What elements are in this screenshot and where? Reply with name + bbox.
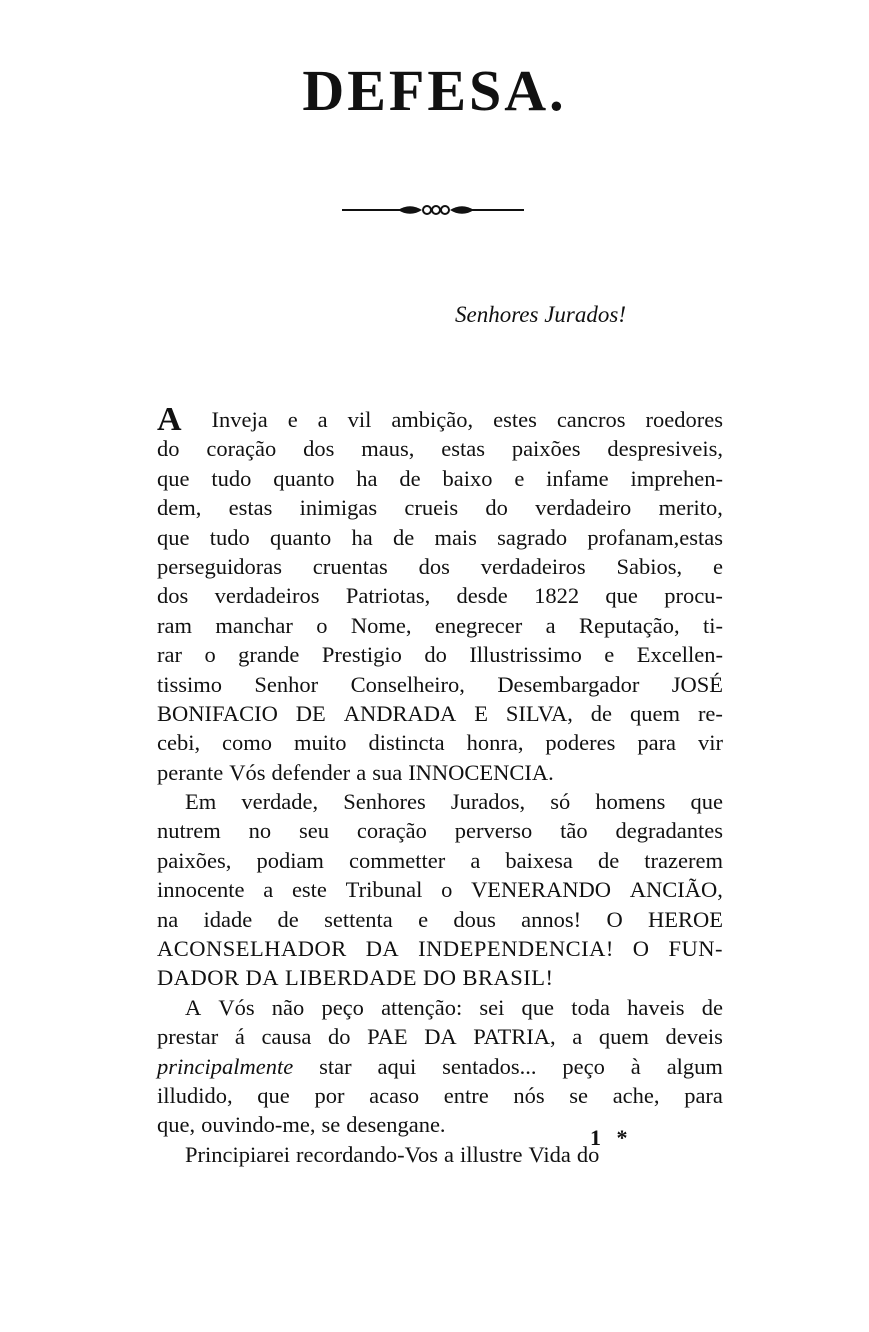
word: merito, [658,495,723,521]
word: a [545,612,556,638]
word: para [637,730,677,756]
word: de [590,700,613,726]
word: Principiarei [185,1141,290,1167]
word: despresiveis, [607,436,723,462]
word: paixões [511,436,581,462]
word: DADOR [157,965,240,991]
word: por [314,1082,345,1108]
text-line [157,1110,723,1139]
word: tudo [211,465,252,491]
word: profanam,estas [587,524,723,550]
word: Conselheiro, [350,671,465,697]
text-line [157,611,723,640]
word: cebi, [157,730,201,756]
word: quem [598,1024,649,1050]
word: verdade, [241,789,319,815]
word: prestar [157,1024,219,1050]
text-line [157,993,723,1022]
word: inimigas [299,495,378,521]
text-line [157,581,723,610]
word: do [424,642,447,668]
word: ha [351,524,373,550]
text-line [157,1052,723,1081]
word: estas [228,495,273,521]
text-line [157,758,723,787]
word: sua [372,759,403,785]
word: acaso [369,1082,420,1108]
word: aqui [377,1053,417,1079]
text-line [157,846,723,875]
word: e [287,407,298,432]
word: maus, [361,436,415,462]
text-line [157,552,723,581]
word: dos [418,553,450,579]
word: grande [238,642,300,668]
word: BRASIL! [462,965,554,991]
word: causa [261,1024,312,1050]
word: DA [424,1024,457,1050]
word: dous [453,906,496,932]
word: nutrem [157,818,221,844]
word: ANCIÃO, [629,877,723,903]
word: Em [185,789,217,815]
word: de [399,465,421,491]
word: desengane. [346,1112,446,1138]
word: que [690,789,723,815]
salutation: Senhores Jurados! [455,302,626,327]
word: roedores [645,407,723,432]
word: Senhores [343,789,426,815]
word: haveis [627,994,685,1020]
text-line [157,728,723,757]
word: de [277,906,299,932]
word: a [317,407,328,432]
word: quem [629,700,680,726]
word: poderes [545,730,616,756]
word: estas [441,436,485,462]
text-line [157,934,723,963]
word: que [605,583,638,609]
text-line [157,670,723,699]
drop-cap: A [157,401,182,438]
word: idade [203,906,253,932]
word: ambição, [391,407,474,432]
word: no [248,818,272,844]
word: recordando-Vos [295,1141,439,1167]
word: attenção: [381,994,463,1020]
word: toda [571,994,610,1020]
word: Vós [218,994,255,1020]
word: illustre [460,1141,523,1167]
word: O [606,906,623,932]
word: e [514,465,525,491]
word: nós [513,1082,545,1108]
word: tão [560,818,588,844]
word: Vós [229,759,266,785]
word: DA [365,936,400,962]
word: que [257,1082,290,1108]
text-line [157,1081,723,1110]
word: vil [347,407,372,432]
word: sei [479,994,505,1020]
text-line [157,1140,723,1169]
word: DE [295,700,326,726]
body-text [157,401,723,1169]
word: peço [562,1053,605,1079]
word: Vida [528,1141,571,1167]
word: estes [493,407,537,432]
word: Nome, [350,612,412,638]
word: coração [206,436,277,462]
word: vir [697,730,723,756]
word: o [204,642,216,668]
word: illudido, [157,1082,233,1108]
word: star [319,1053,352,1079]
word: baixo [442,465,493,491]
word: innocente [157,877,245,903]
word: a [444,1141,455,1167]
text-line [157,493,723,522]
word: este [291,877,327,903]
word: deveis [665,1024,723,1050]
word: settenta [324,906,393,932]
word: verdadeiros [214,583,320,609]
word: tudo [209,524,250,550]
word: Reputação, [579,612,680,638]
text-line [157,434,723,463]
text-line [157,963,723,992]
word: HEROE [647,906,723,932]
word: dos [157,583,189,609]
word: e [418,906,429,932]
word: a [470,847,481,873]
word: à [630,1053,641,1079]
word: de [392,524,415,550]
word: Illustrissimo [469,642,582,668]
word: FUN- [668,936,723,962]
word: ANDRADA [343,700,457,726]
word: ram [157,612,192,638]
ornament-rule [338,198,528,222]
word: que [521,994,555,1020]
word: trazerem [644,847,723,873]
word: do [485,495,508,521]
text-line [157,523,723,552]
word: mais [434,524,477,550]
word: dem, [157,495,202,521]
text-line [157,401,723,438]
text-line [157,640,723,669]
word: dos [303,436,335,462]
word: Inveja [211,407,268,432]
word: a [572,1024,583,1050]
word: tissimo [157,671,223,697]
word: o [316,612,328,638]
word: ache, [612,1082,660,1108]
word: infame [546,465,609,491]
word: de [701,994,723,1020]
word: honra, [466,730,524,756]
text-line [157,905,723,934]
word: DO [423,965,457,991]
word: commetter [349,847,446,873]
word: a [356,759,367,785]
word: que, [157,1112,196,1138]
word: do [157,436,180,462]
word: seu [299,818,330,844]
word: distincta [368,730,445,756]
text-line [157,787,723,816]
page-title: DEFESA. [302,58,567,123]
word: PATRIA, [473,1024,556,1050]
word: o [441,877,453,903]
word: á [234,1024,245,1050]
text-line [157,699,723,728]
word: E [474,700,488,726]
word: a [263,877,274,903]
word: desde [456,583,508,609]
word: Sabios, [616,553,683,579]
word: quanto [273,465,335,491]
word: homens [595,789,666,815]
word: LIBERDADE [285,965,418,991]
word: annos! [521,906,582,932]
word: algum [666,1053,723,1079]
word: 1822 [534,583,580,609]
word: rar [157,642,182,668]
word: perante [157,759,224,785]
word: DA [245,965,280,991]
word: Jurados, [450,789,526,815]
word: crueis [404,495,459,521]
word: A [185,994,202,1020]
word: do [576,1141,600,1167]
word: Desembargador [497,671,640,697]
word: e [604,642,615,668]
word: ouvindo-me, [201,1112,316,1138]
word: VENERANDO [471,877,612,903]
word: entre [443,1082,489,1108]
word: re- [697,700,723,726]
word: para [684,1082,723,1108]
word: muito [293,730,347,756]
word: baixesa [505,847,573,873]
word: e [712,553,723,579]
word: paixões, [157,847,232,873]
word: Excellen- [636,642,723,668]
word: Senhor [254,671,319,697]
word: Tribunal [345,877,423,903]
word: principalmente [157,1053,294,1079]
word: perverso [454,818,533,844]
word: podiam [256,847,324,873]
word: verdadeiro [535,495,632,521]
word: se [321,1112,341,1138]
word: cruentas [312,553,388,579]
word: de [597,847,620,873]
word: INNOCENCIA. [408,759,554,785]
text-line [157,464,723,493]
word: se [569,1082,589,1108]
word: verdadeiros [480,553,586,579]
word: peço [321,994,364,1020]
word: procu- [664,583,723,609]
page-signature: 1 * [590,1125,628,1150]
word: SILVA, [505,700,573,726]
word: degradantes [615,818,723,844]
word: ha [356,465,378,491]
word: imprehen- [630,465,723,491]
word: não [271,994,305,1020]
word: quanto [269,524,332,550]
text-line [157,875,723,904]
word: coração [356,818,427,844]
word: INDEPENDENCIA! [418,936,614,962]
word: que [157,465,190,491]
word: BONIFACIO [157,700,278,726]
word: JOSÉ [671,671,723,697]
word: do [328,1024,351,1050]
word: Prestigio [321,642,402,668]
word: ti- [702,612,723,638]
word: O [632,936,650,962]
word: Patriotas, [345,583,431,609]
word: como [222,730,273,756]
word: perseguidoras [157,553,282,579]
word: sentados... [442,1053,537,1079]
word: enegrecer [434,612,523,638]
text-line [157,816,723,845]
word: defender [271,759,351,785]
text-line [157,1022,723,1051]
word: sagrado [497,524,568,550]
word: ACONSELHADOR [157,936,347,962]
word: na [157,906,179,932]
word: só [550,789,571,815]
word: que [157,524,190,550]
word: cancros [556,407,626,432]
word: manchar [215,612,293,638]
word: PAE [367,1024,408,1050]
